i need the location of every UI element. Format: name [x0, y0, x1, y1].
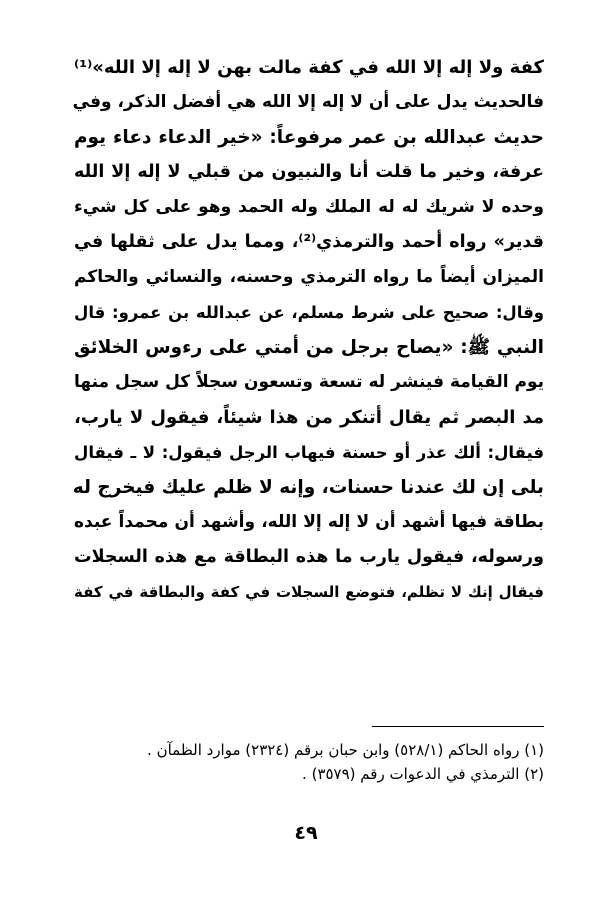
- text-line: فيقال إنك لا تظلم، فتوضع السجلات في كفة والبطاقة في كفة: [74, 583, 544, 601]
- text-line: بطاقة فيها أشهد أن لا إله إلا الله، وأشهد أن محمداً عبده: [74, 512, 544, 532]
- text-line: فالحديث يدل على أن لا إله إلا الله هي أفضل الذكر، وفي: [72, 92, 544, 112]
- page-number: ٤٩: [294, 822, 318, 844]
- text-line: النبي ﷺ: «يصاح برجل من أمتي على رءوس الخلائق: [74, 337, 544, 358]
- text-line: بلى إن لك عندنا حسنات، وإنه لا ظلم عليك فيخرج له: [72, 477, 544, 498]
- text-line: عرفة، وخير ما قلت أنا والنبيون من قبلي لا إله إلا الله: [74, 162, 544, 182]
- text-line: وقال: صحيح على شرط مسلم، عن عبدالله بن عمرو: قال: [74, 303, 544, 322]
- text-line: قدير» رواه أحمد والترمذي⁽²⁾، ومما يدل على ثقلها في: [74, 232, 544, 252]
- text-line: مد البصر ثم يقال أتنكر من هذا شيئاً، فيقول لا يارب،: [74, 407, 544, 428]
- main-text: [74, 50, 544, 610]
- footnote: (٢) الترمذي في الدعوات رقم (٣٥٧٩) .: [302, 765, 544, 783]
- text-line: حديث عبدالله بن عمر مرفوعاً: «خير الدعاء دعاء يوم: [74, 127, 544, 148]
- text-line: كفة ولا إله إلا الله في كفة مالت بهن لا إله إلا الله»⁽¹⁾: [74, 57, 544, 78]
- text-line: الميزان أيضاً ما رواه الترمذي وحسنه، والنسائي والحاكم: [74, 267, 544, 287]
- text-line: وحده لا شريك له له الملك وله الحمد وهو على كل شيء: [74, 197, 544, 217]
- footnote: (١) رواه الحاكم (٥٢٨/١) وابن حبان برقم (٢٣٢٤) موارد الظمآن .: [147, 741, 544, 759]
- text-line: يوم القيامة فينشر له تسعة وتسعون سجلاً كل سجل منها: [74, 372, 544, 392]
- footnote-separator: [372, 726, 544, 727]
- text-line: فيقال: ألك عذر أو حسنة فيهاب الرجل فيقول: لا ـ فيقال: [74, 443, 544, 462]
- text-line: ورسوله، فيقول يارب ما هذه البطاقة مع هذه السجلات: [74, 547, 544, 567]
- footnotes: [74, 738, 544, 786]
